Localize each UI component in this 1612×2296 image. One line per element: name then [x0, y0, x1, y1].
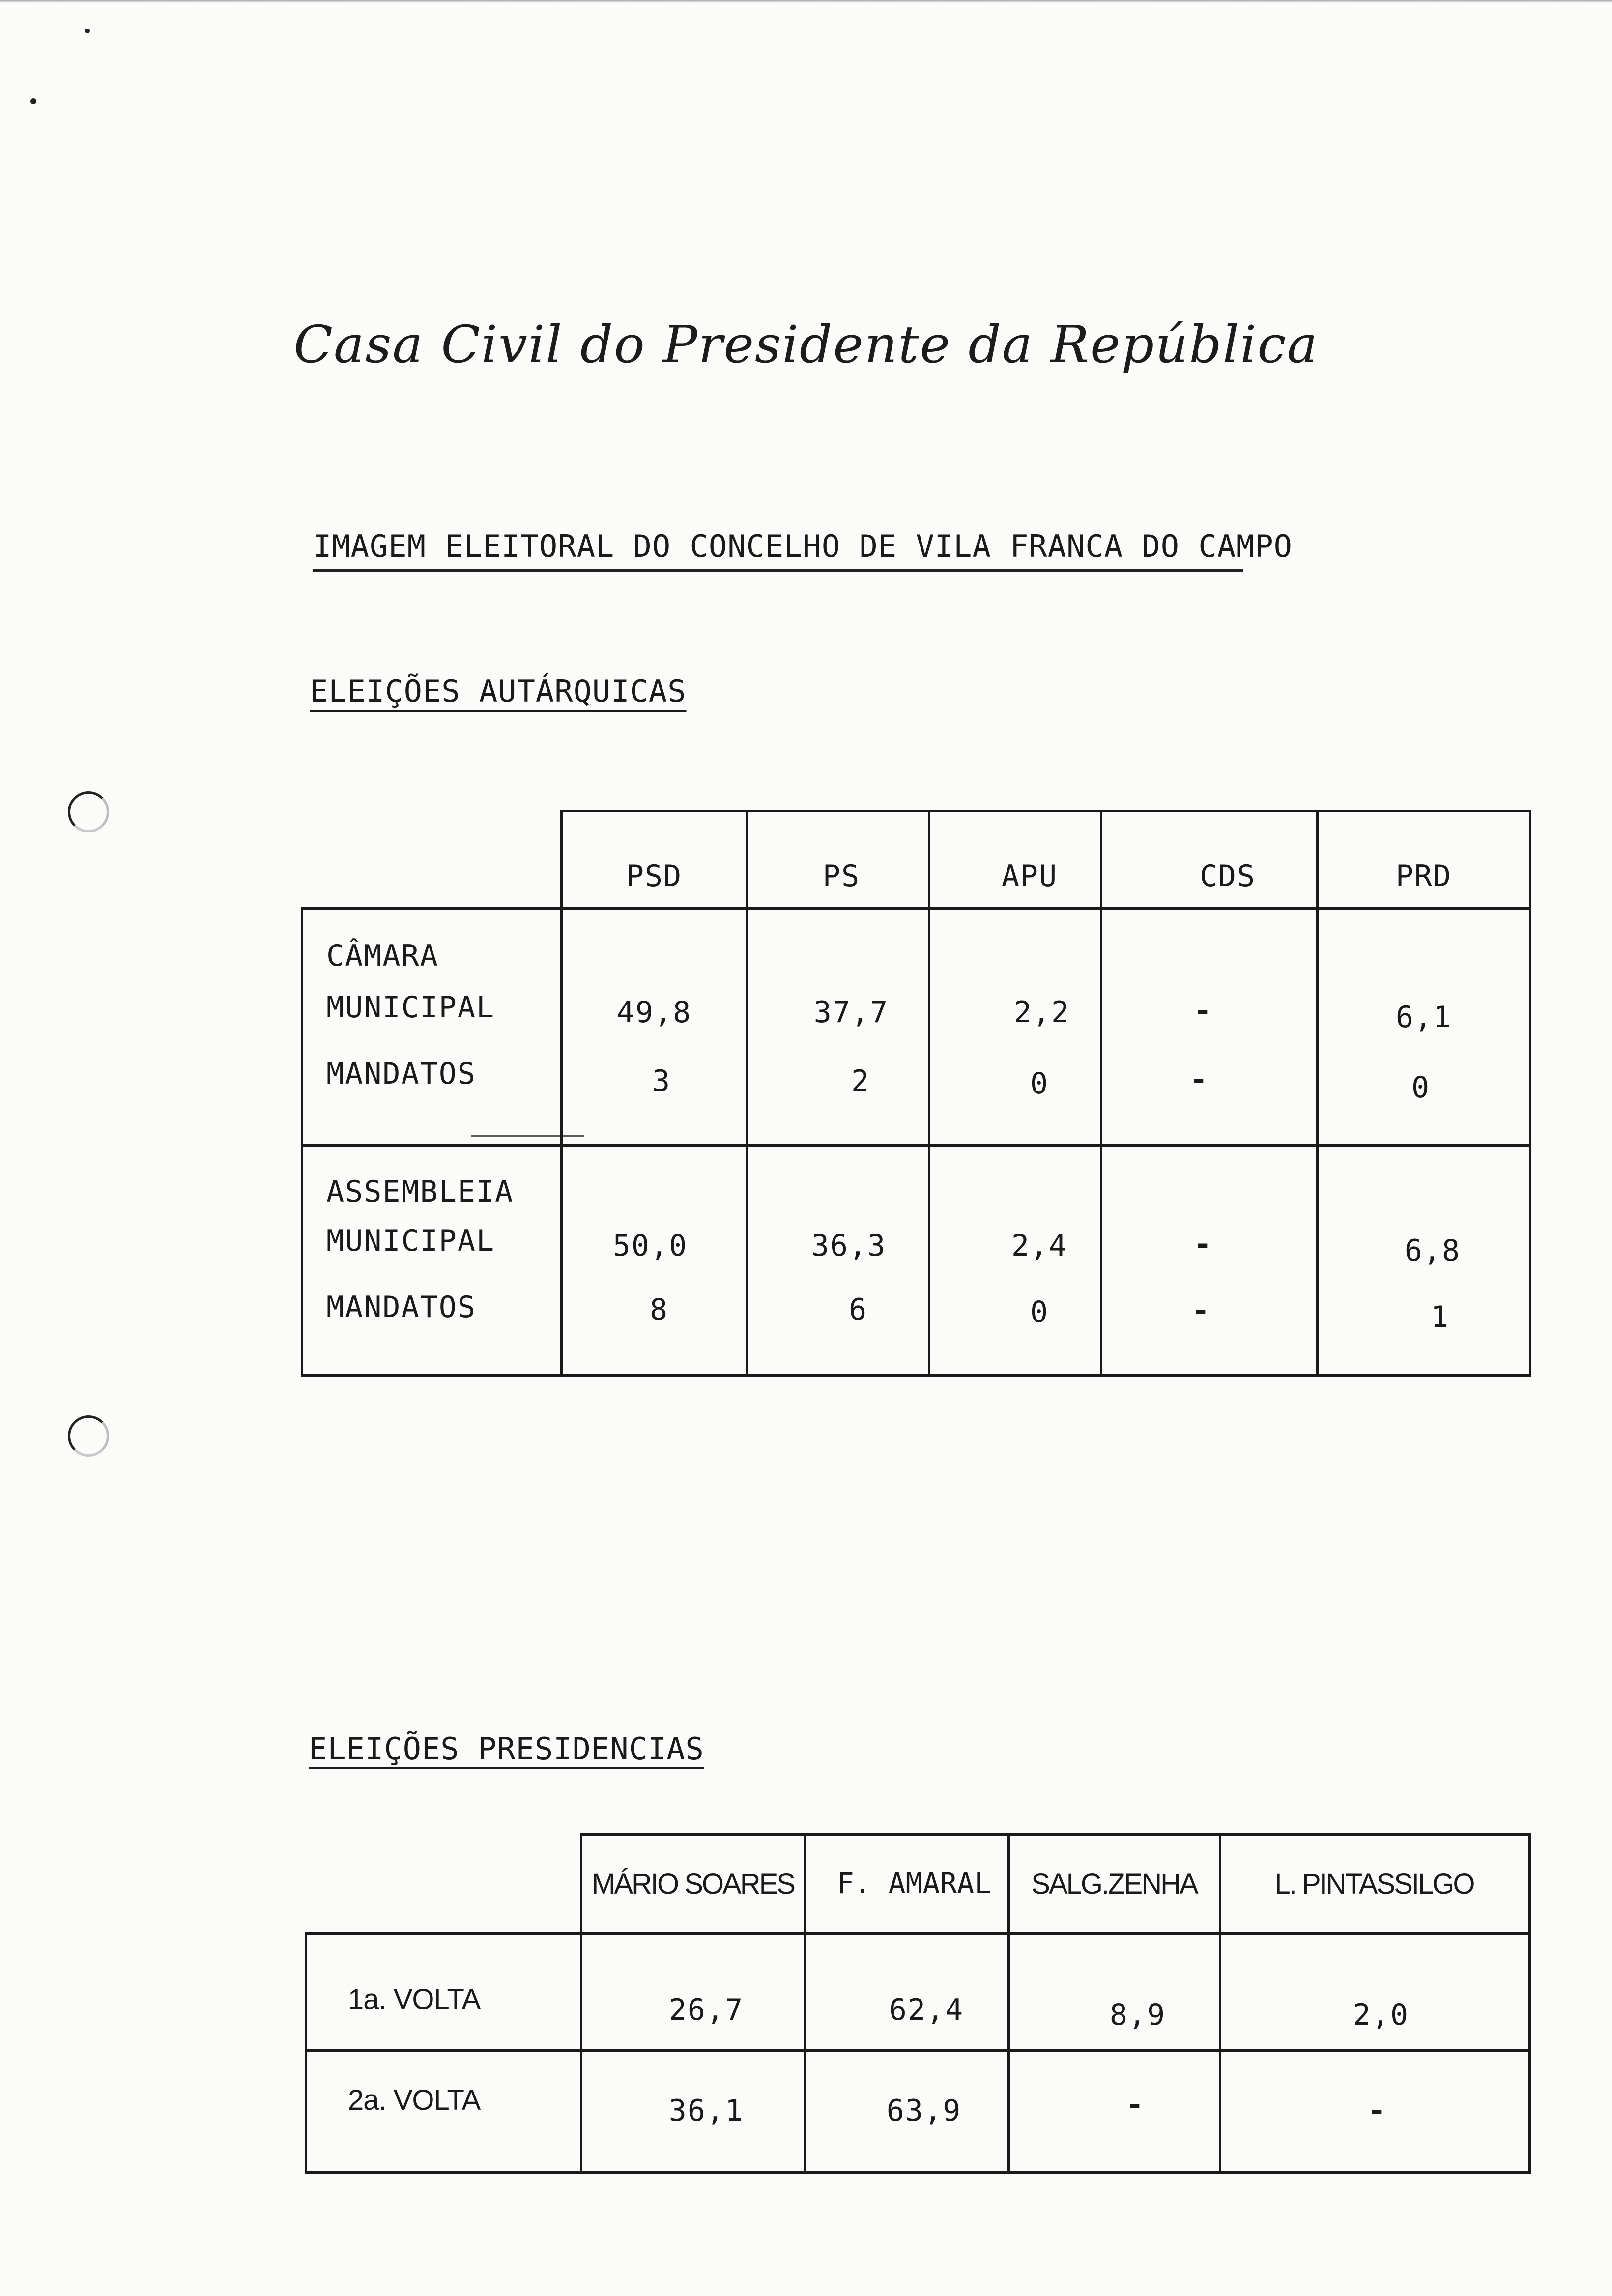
assembleia-percent-prd: 6,8 [1404, 1234, 1461, 1268]
table-line [1008, 1833, 1010, 2174]
table-line [804, 1833, 806, 2174]
volta1-value-mario-soares: 26,7 [668, 1993, 744, 2027]
column-header-l-pintassilgo: L. PINTASSILGO [1274, 1868, 1474, 1900]
row-label-1a-volta: 1a. VOLTA [348, 1983, 481, 2015]
ink-speck [30, 98, 36, 104]
table-line [1529, 810, 1531, 1377]
camara-percent-prd: 6,1 [1395, 1000, 1452, 1034]
column-header-apu: APU [1001, 859, 1058, 893]
assembleia-percent-apu: 2,4 [1011, 1229, 1068, 1263]
volta2-value-salg-zenha: - [1125, 2088, 1145, 2122]
table-line [301, 1144, 1531, 1147]
punch-hole [68, 1415, 109, 1457]
table-line [560, 810, 563, 1377]
volta1-value-salg-zenha: 8,9 [1109, 1998, 1166, 2032]
row-label-assembleia-mandatos: MANDATOS [326, 1290, 476, 1324]
letterhead: Casa Civil do Presidente da República [293, 315, 1319, 374]
ink-speck [85, 29, 90, 33]
assembleia-mandatos-apu: 0 [1030, 1295, 1049, 1329]
table-line [746, 810, 748, 1377]
table-line [305, 1932, 1531, 1935]
assembleia-percent-psd: 50,0 [612, 1229, 688, 1263]
volta2-value-l-pintassilgo: - [1367, 2094, 1387, 2128]
camara-mandatos-prd: 0 [1411, 1070, 1431, 1105]
section-heading-presidenciais: ELEIÇÕES PRESIDENCIAS [309, 1731, 704, 1767]
title-underline [313, 569, 1243, 572]
assembleia-mandatos-psd: 8 [649, 1292, 669, 1327]
volta1-value-l-pintassilgo: 2,0 [1353, 1998, 1410, 2032]
column-header-mario-soares: MÁRIO SOARES [592, 1868, 794, 1900]
table-line [560, 810, 1531, 812]
table-line [305, 2049, 1531, 2052]
table-line [580, 1833, 582, 2174]
table-line [928, 810, 930, 1377]
camara-percent-psd: 49,8 [616, 995, 692, 1030]
assembleia-percent-cds: - [1193, 1227, 1213, 1262]
table-line [1316, 810, 1319, 1377]
row-label-assembleia: ASSEMBLEIA [326, 1175, 514, 1209]
row-label-camara: CÂMARA [326, 939, 439, 973]
camara-mandatos-psd: 3 [652, 1064, 671, 1098]
column-header-salg-zenha: SALG.ZENHA [1031, 1868, 1197, 1900]
volta2-value-mario-soares: 36,1 [668, 2094, 744, 2128]
camara-percent-cds: - [1193, 994, 1213, 1028]
column-header-cds: CDS [1199, 859, 1256, 893]
section-heading-autarquicas: ELEIÇÕES AUTÁRQUICAS [310, 673, 687, 709]
punch-hole [68, 791, 109, 832]
table-line [1219, 1833, 1221, 2174]
column-header-f-amaral: F. AMARAL [836, 1866, 992, 1900]
row-label-2a-volta: 2a. VOLTA [348, 2084, 481, 2116]
table-line [580, 1833, 1531, 1836]
assembleia-mandatos-cds: - [1191, 1293, 1211, 1328]
table-line [301, 907, 303, 1377]
table-line [1528, 1833, 1531, 2174]
table-line [301, 1374, 1531, 1377]
camara-mandatos-apu: 0 [1030, 1066, 1049, 1101]
row-label-camara-municipal: MUNICIPAL [326, 990, 495, 1025]
row-label-camara-mandatos: MANDATOS [326, 1057, 476, 1091]
assembleia-mandatos-ps: 6 [848, 1292, 868, 1327]
assembleia-percent-ps: 36,3 [811, 1229, 887, 1263]
table-line [305, 2171, 1531, 2174]
table-line [305, 1932, 307, 2174]
volta1-value-f-amaral: 62,4 [889, 1993, 964, 2027]
column-header-ps: PS [822, 859, 861, 893]
camara-mandatos-cds: - [1189, 1062, 1209, 1097]
stray-rule [471, 1135, 584, 1137]
row-label-assembleia-municipal: MUNICIPAL [326, 1224, 495, 1258]
document-title: IMAGEM ELEITORAL DO CONCELHO DE VILA FRANCA DO CAMPO [313, 528, 1293, 564]
camara-mandatos-ps: 2 [851, 1064, 870, 1098]
column-header-prd: PRD [1395, 859, 1452, 893]
column-header-psd: PSD [626, 859, 683, 893]
scan-top-edge [0, 0, 1612, 3]
assembleia-mandatos-prd: 1 [1430, 1300, 1450, 1334]
table-line [301, 907, 1531, 910]
table-line [1100, 810, 1102, 1377]
camara-percent-apu: 2,2 [1013, 995, 1070, 1030]
volta2-value-f-amaral: 63,9 [886, 2094, 962, 2128]
camara-percent-ps: 37,7 [813, 995, 889, 1030]
